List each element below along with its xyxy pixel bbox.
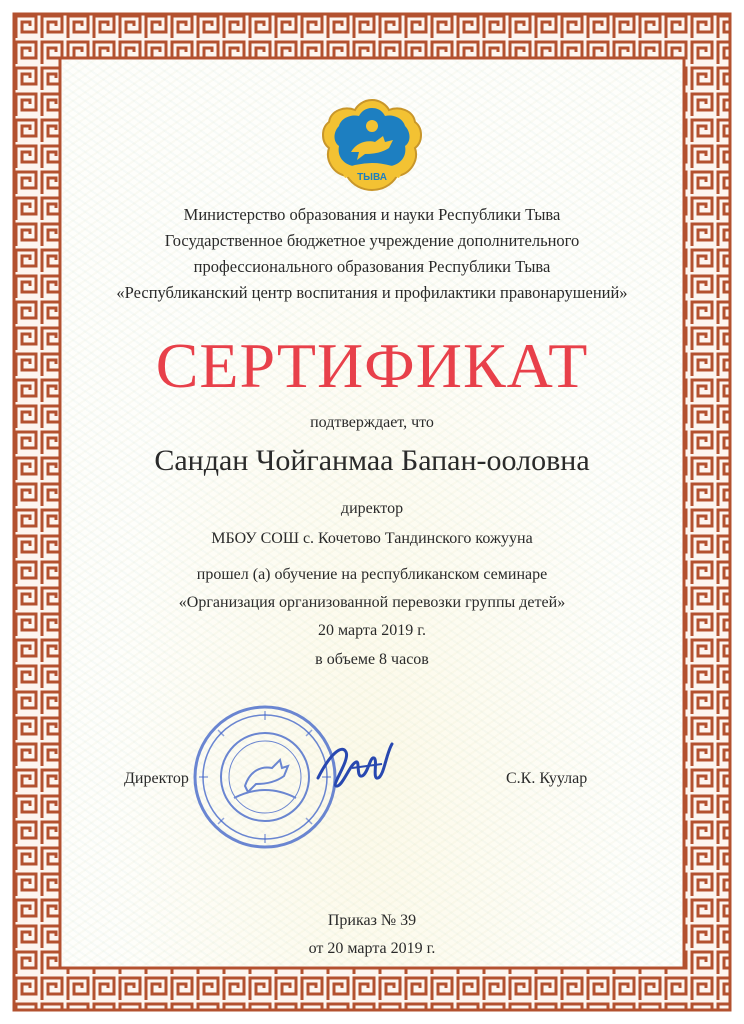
order-number: Приказ № 39 xyxy=(327,912,417,929)
tuva-emblem-icon xyxy=(317,96,427,192)
header-line-3: профессионального образования Республики Тыва xyxy=(193,257,551,276)
header-line-2: Государственное бюджетное учреждение дополнительного xyxy=(164,231,580,250)
seminar-date: 20 марта 2019 г. xyxy=(318,622,426,639)
recipient-position: директор xyxy=(340,500,404,517)
confirms-text: подтверждает, что xyxy=(310,414,434,431)
emblem-label: ТЫВА xyxy=(357,172,387,183)
recipient-name: Сандан Чойганмаа Бапан-ооловна xyxy=(154,444,590,477)
header-line-1: Министерство образования и науки Республики Тыва xyxy=(183,205,561,224)
recipient-organization: МБОУ СОШ с. Кочетово Тандинского кожууна xyxy=(211,530,533,547)
director-signature-icon xyxy=(312,734,402,794)
director-label: Директор xyxy=(124,770,189,787)
completion-text: прошел (а) обучение на республиканском семинаре xyxy=(196,566,548,583)
director-name: С.К. Куулар xyxy=(506,770,588,787)
seminar-volume: в объеме 8 часов xyxy=(315,651,429,668)
certificate-title: СЕРТИФИКАТ xyxy=(155,330,589,401)
order-date: от 20 марта 2019 г. xyxy=(308,940,436,957)
header-line-4: «Республиканский центр воспитания и профилактики правонарушений» xyxy=(116,283,628,302)
seminar-name: «Организация организованной перевозки группы детей» xyxy=(178,594,566,611)
